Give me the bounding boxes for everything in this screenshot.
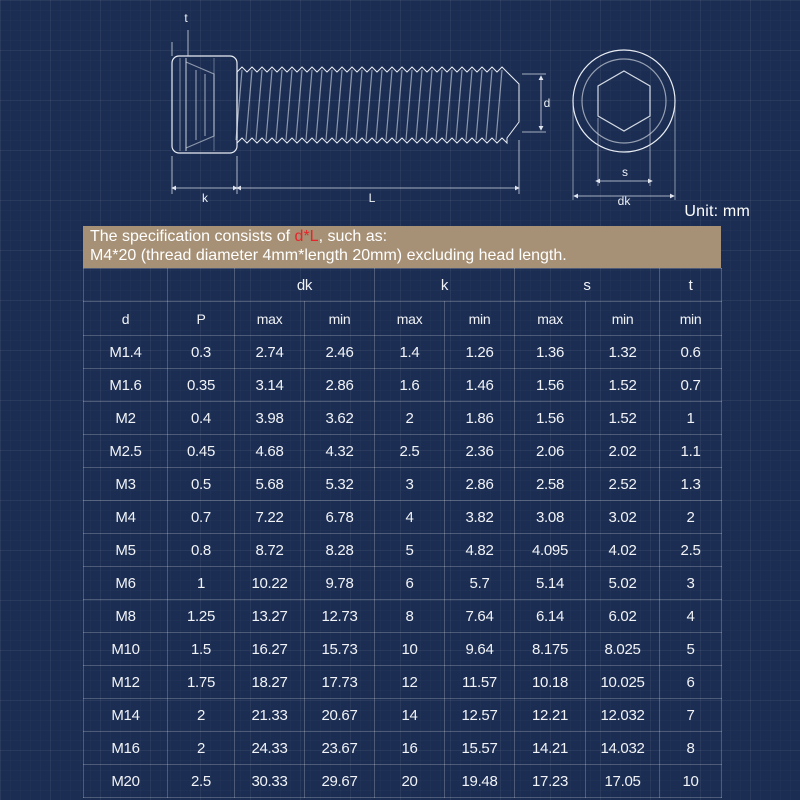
thread-line [306, 70, 312, 140]
table-cell: 0.8 [168, 534, 235, 567]
table-cell: 5 [375, 534, 445, 567]
table-cell: 9.78 [305, 567, 375, 600]
unit-label: Unit: mm [684, 203, 750, 220]
thread-line [436, 70, 442, 140]
thread-line [426, 70, 432, 140]
table-cell: M2.5 [84, 435, 168, 468]
table-row [84, 699, 722, 732]
table-cell: 15.73 [305, 633, 375, 666]
table-cell: 2.52 [586, 468, 660, 501]
subheader-dk-max: max [235, 302, 305, 336]
table-cell: 21.33 [235, 699, 305, 732]
table-cell: 2.36 [445, 435, 515, 468]
table-row [84, 468, 722, 501]
dim-label-L: L [368, 191, 376, 205]
empty-cell [168, 269, 235, 302]
table-cell: 2 [660, 501, 722, 534]
table-cell: 1.1 [660, 435, 722, 468]
table-cell: 11.57 [445, 666, 515, 699]
table-cell: 10 [375, 633, 445, 666]
table-row [84, 633, 722, 666]
subheader-s-min: min [586, 302, 660, 336]
table-cell: 3.08 [515, 501, 586, 534]
table-cell: 2 [375, 402, 445, 435]
table-cell: 3.14 [235, 369, 305, 402]
screw-side-view [172, 56, 519, 153]
table-cell: 12.21 [515, 699, 586, 732]
table-cell: M3 [84, 468, 168, 501]
table-row [84, 336, 722, 369]
table-row [84, 369, 722, 402]
table-cell: 1.36 [515, 336, 586, 369]
table-cell: 5.14 [515, 567, 586, 600]
table-cell: 1.6 [375, 369, 445, 402]
table-row [84, 600, 722, 633]
banner-line-2: M4*20 (thread diameter 4mm*length 20mm) excluding head length. [90, 247, 567, 264]
table-cell: 10.18 [515, 666, 586, 699]
table-cell: 14.21 [515, 732, 586, 765]
table-cell: 2.5 [375, 435, 445, 468]
table-cell: 30.33 [235, 765, 305, 798]
table-cell: 6.02 [586, 600, 660, 633]
specification-banner [83, 226, 721, 268]
subheader-k-min: min [445, 302, 515, 336]
table-cell: 6 [660, 666, 722, 699]
thread-line [406, 70, 412, 140]
table-cell: 12.57 [445, 699, 515, 732]
table-cell: 5 [660, 633, 722, 666]
table-cell: M6 [84, 567, 168, 600]
subheader-t-min: min [660, 302, 722, 336]
table-cell: 0.4 [168, 402, 235, 435]
dim-label-d: d [543, 96, 551, 110]
dim-label-dk: dk [617, 194, 631, 208]
thread-line [476, 70, 482, 140]
table-cell: 6.14 [515, 600, 586, 633]
table-cell: 5.02 [586, 567, 660, 600]
banner-highlight: d*L [294, 228, 319, 245]
thread-line [446, 70, 452, 140]
table-cell: 6.78 [305, 501, 375, 534]
table-cell: M8 [84, 600, 168, 633]
table-cell: 23.67 [305, 732, 375, 765]
table-cell: 13.27 [235, 600, 305, 633]
table-cell: M1.4 [84, 336, 168, 369]
table-cell: 10 [660, 765, 722, 798]
table-cell: 3.82 [445, 501, 515, 534]
table-cell: 0.5 [168, 468, 235, 501]
table-cell: 15.57 [445, 732, 515, 765]
table-cell: 1.46 [445, 369, 515, 402]
table-row [84, 765, 722, 798]
table-cell: 1.52 [586, 402, 660, 435]
header-dk: dk [235, 269, 375, 302]
table-cell: 4.82 [445, 534, 515, 567]
table-row [84, 435, 722, 468]
table-cell: 4 [660, 600, 722, 633]
thread-line [286, 70, 292, 140]
empty-cell [84, 269, 168, 302]
thread-line [256, 70, 262, 140]
banner-line-1 [90, 227, 721, 246]
table-cell: 20 [375, 765, 445, 798]
table-cell: 5.7 [445, 567, 515, 600]
table-cell: 2.02 [586, 435, 660, 468]
table-cell: M4 [84, 501, 168, 534]
table-cell: 18.27 [235, 666, 305, 699]
table-cell: 1.56 [515, 402, 586, 435]
sub-header-row [84, 302, 722, 336]
screw-diagram [0, 0, 800, 225]
thread-line [246, 70, 252, 140]
table-cell: 19.48 [445, 765, 515, 798]
table-cell: 3 [660, 567, 722, 600]
thread-line [356, 70, 362, 140]
table-row [84, 567, 722, 600]
dim-label-k: k [202, 191, 208, 205]
table-cell: 2.5 [660, 534, 722, 567]
subheader-p: P [168, 302, 235, 336]
table-cell: 29.67 [305, 765, 375, 798]
thread-line [466, 70, 472, 140]
thread-line [386, 70, 392, 140]
dim-label-s: s [622, 165, 628, 179]
subheader-dk-min: min [305, 302, 375, 336]
table-cell: 4.095 [515, 534, 586, 567]
table-cell: 20.67 [305, 699, 375, 732]
table-cell: M1.6 [84, 369, 168, 402]
table-cell: 5.68 [235, 468, 305, 501]
table-cell: 0.45 [168, 435, 235, 468]
table-cell: 3 [375, 468, 445, 501]
table-cell: 12 [375, 666, 445, 699]
table-cell: 8.175 [515, 633, 586, 666]
table-cell: 17.23 [515, 765, 586, 798]
table-cell: M2 [84, 402, 168, 435]
table-cell: 16 [375, 732, 445, 765]
table-cell: 12.032 [586, 699, 660, 732]
thread-line [486, 70, 492, 140]
thread-line [326, 70, 332, 140]
table-cell: 1.26 [445, 336, 515, 369]
table-cell: 0.7 [168, 501, 235, 534]
table-cell: 1.86 [445, 402, 515, 435]
table-cell: 10.025 [586, 666, 660, 699]
table-cell: 7.22 [235, 501, 305, 534]
subheader-s-max: max [515, 302, 586, 336]
table-cell: 4.02 [586, 534, 660, 567]
thread-line [346, 70, 352, 140]
table-cell: 8.28 [305, 534, 375, 567]
table-cell: 2.74 [235, 336, 305, 369]
group-header-row [84, 269, 722, 302]
thread-line [366, 70, 372, 140]
table-cell: 3.02 [586, 501, 660, 534]
table-cell: 10.22 [235, 567, 305, 600]
table-cell: 0.35 [168, 369, 235, 402]
table-row [84, 501, 722, 534]
table-cell: 2 [168, 732, 235, 765]
table-cell: 1 [168, 567, 235, 600]
thread-line [316, 70, 322, 140]
table-cell: 8 [375, 600, 445, 633]
table-cell: 2.06 [515, 435, 586, 468]
table-cell: 2.86 [445, 468, 515, 501]
table-row [84, 534, 722, 567]
dim-label-t: t [184, 11, 188, 25]
table-cell: 3.62 [305, 402, 375, 435]
table-cell: 2.58 [515, 468, 586, 501]
header-t: t [660, 269, 722, 302]
table-cell: 2.86 [305, 369, 375, 402]
banner-line1-suffix: , such as: [318, 228, 388, 245]
thread-line [266, 70, 272, 140]
table-cell: M16 [84, 732, 168, 765]
table-cell: 1 [660, 402, 722, 435]
table-cell: 16.27 [235, 633, 305, 666]
table-cell: 1.56 [515, 369, 586, 402]
table-cell: 8.72 [235, 534, 305, 567]
header-s: s [515, 269, 660, 302]
thread-line [456, 70, 462, 140]
table-cell: 14 [375, 699, 445, 732]
table-cell: 24.33 [235, 732, 305, 765]
table-cell: 9.64 [445, 633, 515, 666]
table-cell: 1.4 [375, 336, 445, 369]
table-cell: 1.52 [586, 369, 660, 402]
table-row [84, 666, 722, 699]
table-cell: 5.32 [305, 468, 375, 501]
table-cell: M10 [84, 633, 168, 666]
table-cell: 0.7 [660, 369, 722, 402]
table-cell: 12.73 [305, 600, 375, 633]
table-cell: M12 [84, 666, 168, 699]
table-cell: 8 [660, 732, 722, 765]
table-cell: M14 [84, 699, 168, 732]
thread-line [276, 70, 282, 140]
table-cell: 4 [375, 501, 445, 534]
thread-line [376, 70, 382, 140]
spec-table [83, 268, 722, 798]
table-cell: M20 [84, 765, 168, 798]
table-cell: 17.73 [305, 666, 375, 699]
header-k: k [375, 269, 515, 302]
thread-line [296, 70, 302, 140]
table-cell: 6 [375, 567, 445, 600]
thread-line [416, 70, 422, 140]
table-cell: 4.32 [305, 435, 375, 468]
table-row [84, 732, 722, 765]
table-cell: 2.46 [305, 336, 375, 369]
table-cell: 3.98 [235, 402, 305, 435]
table-cell: 1.25 [168, 600, 235, 633]
thread-line [336, 70, 342, 140]
table-cell: 1.75 [168, 666, 235, 699]
thread-line [396, 70, 402, 140]
table-cell: 1.3 [660, 468, 722, 501]
table-cell: 0.3 [168, 336, 235, 369]
banner-line1-prefix: The specification consists of [90, 228, 295, 245]
table-cell: 1.32 [586, 336, 660, 369]
table-row [84, 402, 722, 435]
table-cell: 1.5 [168, 633, 235, 666]
subheader-k-max: max [375, 302, 445, 336]
table-cell: M5 [84, 534, 168, 567]
subheader-d: d [84, 302, 168, 336]
table-cell: 7 [660, 699, 722, 732]
table-cell: 4.68 [235, 435, 305, 468]
table-cell: 8.025 [586, 633, 660, 666]
table-cell: 2.5 [168, 765, 235, 798]
table-cell: 14.032 [586, 732, 660, 765]
table-cell: 2 [168, 699, 235, 732]
thread-line [496, 70, 502, 140]
table-cell: 17.05 [586, 765, 660, 798]
table-cell: 0.6 [660, 336, 722, 369]
table-cell: 7.64 [445, 600, 515, 633]
